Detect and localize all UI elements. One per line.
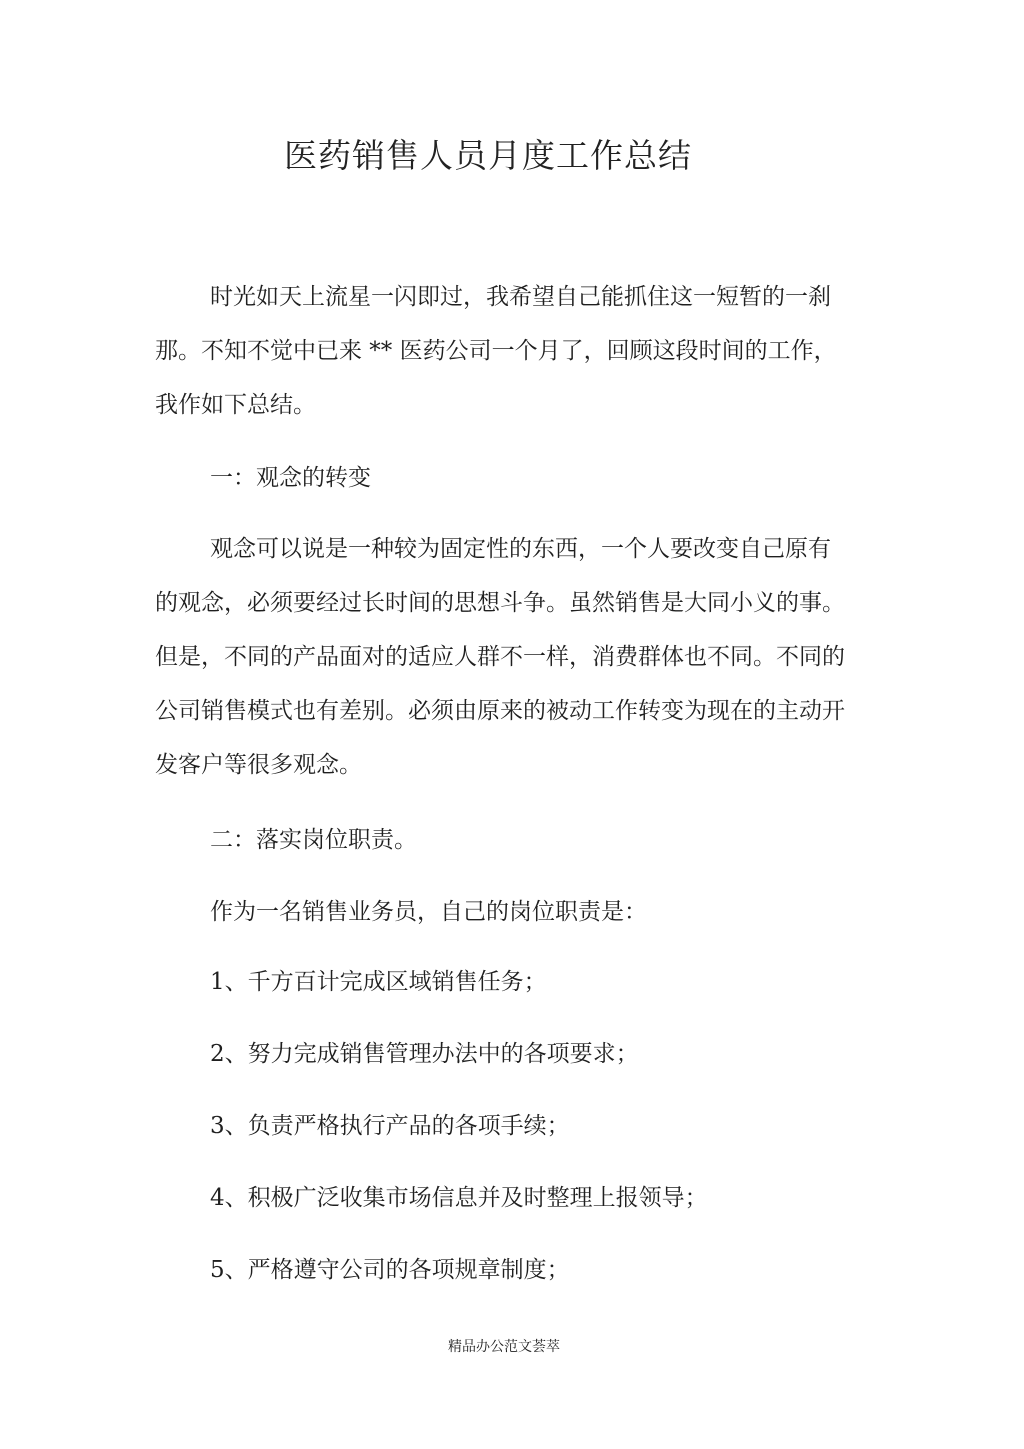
duty-list-item: 4、积极广泛收集市场信息并及时整理上报领导；	[210, 1185, 708, 1211]
section-1-heading: 一：观念的转变	[210, 465, 371, 491]
section-2-heading: 二：落实岗位职责。	[210, 827, 417, 853]
duty-list-item: 2、努力完成销售管理办法中的各项要求；	[210, 1041, 639, 1067]
duty-list-item: 5、严格遵守公司的各项规章制度；	[210, 1257, 570, 1283]
duty-list-item: 3、负责严格执行产品的各项手续；	[210, 1113, 570, 1139]
document-title: 医药销售人员月度工作总结	[284, 136, 692, 175]
intro-paragraph: 时光如天上流星一闪即过，我希望自己能抓住这一短暂的一刹那。不知不觉中已来 ** 医药公司一个月了，回顾这段时间的工作，我作如下总结。	[155, 284, 837, 418]
page-footer: 精品办公范文荟萃	[448, 1339, 560, 1355]
section-1-paragraph: 观念可以说是一种较为固定性的东西，一个人要改变自己原有的观念，必须要经过长时间的思想斗争。虽然销售是大同小义的事。但是，不同的产品面对的适应人群不一样，消费群体也不同。不同的公司销售模式也有差别。必须由原来的被动工作转变为现在的主动开发客户等很多观念。	[155, 536, 845, 778]
duty-list-item: 1、千方百计完成区域销售任务；	[210, 969, 547, 995]
section-2-intro: 作为一名销售业务员，自己的岗位职责是：	[210, 899, 647, 925]
